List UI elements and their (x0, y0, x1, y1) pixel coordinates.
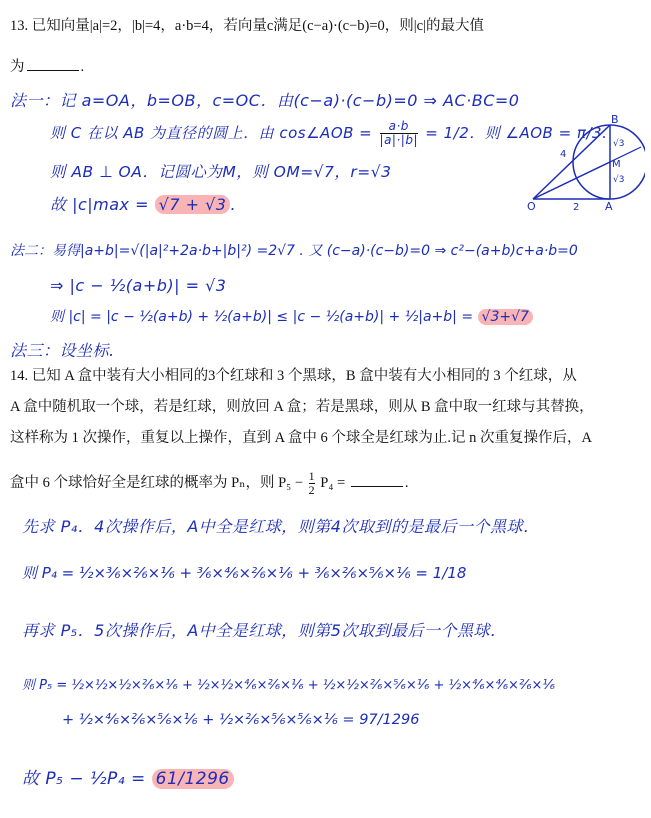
q13-number: 13. (10, 18, 29, 34)
q14-number: 14. (10, 368, 29, 384)
q14-line4-prefix: 盒中 6 个球恰好全是红球的概率为 Pₙ，则 P₅ − (10, 474, 304, 491)
q13-method2-line2: ⇒ |c − ½(a+b)| = √3 (50, 276, 227, 295)
q13-m1-line4-prefix: 故 |c|max = (50, 195, 150, 214)
q13-method1-line4 (50, 192, 236, 215)
label-b: B (611, 113, 619, 126)
q13-method1-line3: 则 AB ⊥ OA．记圆心为M，则 OM=√7，r=√3 (50, 163, 392, 181)
half-fraction (309, 470, 315, 497)
q13-m1-line4-suffix: . (230, 195, 237, 214)
label-r1: √3 (613, 139, 625, 149)
q14-solution-step1: 先求 P₄．4次操作后，A中全是红球，则第4次取到的是最后一个黑球． (22, 517, 540, 536)
q13-method1-line1: 法一：记 a=OA，b=OB，c=OC．由(c−a)·(c−b)=0 ⇒ AC·BC=0 (10, 91, 520, 110)
q14-solution-step4: 则 P₅ = ½×½×½×²⁄₆×¹⁄₆ + ½×½×⁴⁄₆×²⁄₆×¹⁄₆ + ½×½×²⁄₆×⁵⁄₆×¹⁄₆ + ½×⁴⁄₆×⁴⁄₆×²⁄₆×¹⁄₆ (22, 678, 556, 693)
q14-line3: 这样称为 1 次操作，重复以上操作，直到 A 盒中 6 个球全是红球为止.记 n 次重复操作后，A (10, 430, 593, 446)
q14-s2-prefix: 则 P₄ = ½×³⁄₆×²⁄₆×¹⁄₆ + ³⁄₆×⁴⁄₆×²⁄₆×¹⁄₆ + ³⁄₆×²⁄₆×⁵⁄₆×¹⁄₆ = (22, 564, 428, 582)
label-a: A (605, 200, 613, 212)
q13-m1-answer-highlight: √7 + √3 (155, 195, 231, 214)
q13-method2-line1: 法二：易得|a+b|=√(|a|²+2a·b+|b|²) =2√7 . 又 (c−a)·(c−b)=0 ⇒ c²−(a+b)c+a·b=0 (10, 243, 578, 259)
q14-solution-step2 (22, 562, 466, 583)
q13-text-line1: 已知向量|a|=2，|b|=4，a·b=4，若向量c满足(c−a)·(c−b)=0，则|c|的最大值 (31, 18, 485, 34)
label-4: 4 (560, 149, 567, 160)
q13-method1-line2 (50, 120, 607, 147)
q13-line1 (10, 16, 484, 36)
q13-m1-line2-prefix: 则 C 在以 AB 为直径的圆上．由 cos∠AOB = (50, 124, 373, 142)
q14-line4 (10, 470, 408, 497)
q14-s6-prefix: 故 P₅ − ½P₄ = (22, 769, 146, 789)
q13-text-prefix: 为 (10, 59, 25, 75)
answer-blank (351, 486, 403, 487)
label-m: M (612, 159, 621, 170)
q14-line4-mid: P₄ = (320, 474, 346, 491)
q14-line4-suffix: . (404, 474, 409, 491)
q14-line2: A 盒中随机取一个球，若是红球，则放回 A 盒；若是黑球，则从 B 盒中取一红球与其替换， (10, 399, 594, 415)
label-o: O (527, 200, 536, 212)
half-fraction-den: 2 (308, 483, 315, 497)
q13-method2-line3 (50, 306, 533, 326)
q14-text-line1: 已知 A 盒中装有大小相同的3个红球和 3 个黑球，B 盒中装有大小相同的 3 个红球，从 (31, 368, 577, 384)
q14-solution-step5 (62, 712, 419, 728)
cos-fraction (380, 120, 418, 147)
half-fraction-num: 1 (308, 469, 315, 483)
q13-m2-line3-prefix: 则 |c| = |c − ½(a+b) + ½(a+b)| ≤ |c − ½(a+b)| + ½|a+b| = (50, 309, 474, 325)
q14-solution-step6 (22, 764, 234, 789)
q13-method3-line: 法三：设坐标. (10, 341, 115, 360)
q14-s5-prefix: + ½×⁴⁄₆×²⁄₆×⁵⁄₆×¹⁄₆ + ½×²⁄₆×⁵⁄₆×⁵⁄₆×¹⁄₆ = (62, 712, 355, 728)
q13-geometry-figure (525, 112, 645, 212)
q14-line1 (10, 366, 577, 386)
label-2: 2 (573, 202, 580, 212)
q14-s2-answer: 1/18 (432, 564, 467, 582)
q14-s5-answer: 97/1296 (359, 712, 420, 728)
q14-solution-step3: 再求 P₅．5次操作后，A中全是红球，则第5次取到最后一个黑球． (22, 621, 507, 640)
q13-line2 (10, 57, 84, 77)
cos-fraction-num: a·b (388, 119, 409, 133)
q13-m2-answer-highlight: √3+√7 (478, 309, 533, 325)
cos-fraction-den: |a|·|b| (379, 133, 418, 147)
q13-text-suffix: . (80, 59, 85, 75)
segment-ob (533, 125, 610, 199)
q14-final-answer-highlight: 61/1296 (152, 769, 234, 789)
label-r2: √3 (613, 175, 625, 185)
q13-m1-line2-suffix: = 1/2．则 ∠AOB = π/3. (425, 124, 608, 142)
answer-blank (27, 70, 79, 71)
